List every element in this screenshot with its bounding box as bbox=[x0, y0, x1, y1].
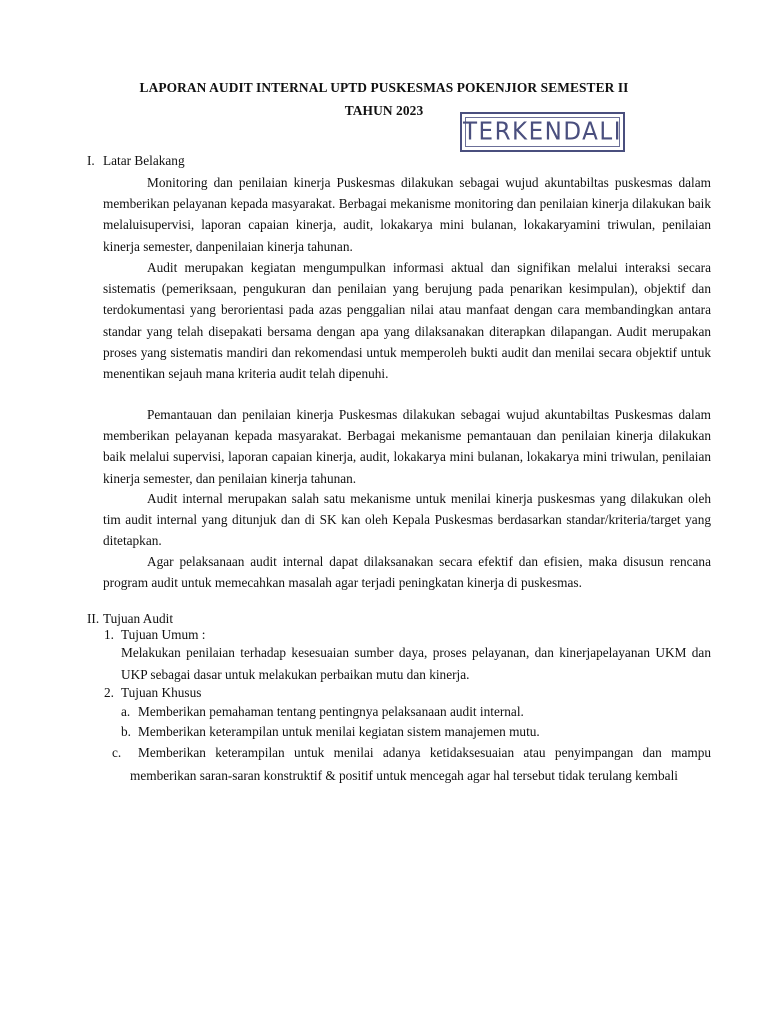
item-number: 1. bbox=[104, 627, 114, 642]
subitem-label: c. bbox=[112, 745, 122, 760]
tujuan-khusus-item-c bbox=[112, 741, 711, 787]
section-heading-latar-belakang bbox=[87, 153, 185, 169]
item-title: Tujuan Umum : bbox=[121, 627, 206, 642]
subitem-text: Memberikan pemahaman tentang pentingnya pelaksanaan audit internal. bbox=[138, 704, 524, 719]
item-title: Tujuan Khusus bbox=[121, 685, 202, 700]
subitem-label: b. bbox=[121, 724, 131, 739]
tujuan-khusus-item-b bbox=[121, 720, 711, 743]
section-number: I. bbox=[87, 153, 95, 168]
subitem-label: a. bbox=[121, 704, 131, 719]
paragraph-monitoring: Monitoring dan penilaian kinerja Puskesmas dilakukan sebagai wujud akuntabiltas puskesmas dalam memberikan pelayanan kepada masyarakat. Berbagai mekanisme monitoring dan penilaian kinerja dilakukan baik melaluisupervisi, laporan capaian kinerja, audit, lokakarya mini bulanan, lokakaryamini triwulan, penilaian kinerja semester, danpenilaian kinerja tahunan. bbox=[103, 175, 711, 254]
paragraph-audit-definition: Audit merupakan kegiatan mengumpulkan informasi aktual dan signifikan melalui interaksi secara sistematis (pemeriksaan, pengukuran dan penilaian yang berujung pada penarikan kesimpulan), objektif dan terdokumentasi yang berorientasi pada azas penggalian nilai atau manfaat dengan cara membandingkan antara standar yang telah disepakati bersama dengan apa yang dilaksanakan diterapkan dilapangan. Audit merupakan proses yang sistematis mandiri dan rekomendasi untuk memperoleh bukti audit dan menilai secara objektif untuk menentikan sejauh mana kriteria audit telah dipenuhi. bbox=[103, 260, 711, 382]
terkendali-stamp bbox=[460, 112, 625, 152]
section-number: II. bbox=[87, 611, 100, 626]
section-title: Tujuan Audit bbox=[103, 611, 174, 626]
document-title: LAPORAN AUDIT INTERNAL UPTD PUSKESMAS POKENJIOR SEMESTER II bbox=[139, 80, 629, 95]
tujuan-umum-text: Melakukan penilaian terhadap kesesuaian sumber daya, proses pelayanan, dan kinerjapelayanan UKM dan UKP sebagai dasar untuk melakukan perbaikan mutu dan kinerja. bbox=[121, 645, 711, 682]
paragraph-audit-internal: Audit internal merupakan salah satu mekanisme untuk menilai kinerja puskesmas yang dilakukan oleh tim audit internal yang ditunjuk dan di SK kan oleh Kepala Puskesmas berdasarkan standar/kriteria/target yang ditetapkan. bbox=[103, 491, 711, 549]
section-heading-tujuan-audit bbox=[87, 611, 173, 627]
document-title-year: TAHUN 2023 bbox=[344, 103, 424, 118]
paragraph-agar-pelaksanaan: Agar pelaksanaan audit internal dapat dilaksanakan secara efektif dan efisien, maka disusun rencana program audit untuk memecahkan masalah agar terjadi peningkatan kinerja di puskesmas. bbox=[103, 554, 711, 591]
item-number: 2. bbox=[104, 685, 114, 700]
tujuan-khusus-heading bbox=[104, 685, 201, 701]
subitem-text: Memberikan keterampilan untuk menilai kegiatan sistem manajemen mutu. bbox=[138, 724, 540, 739]
tujuan-umum-heading bbox=[104, 627, 205, 643]
subitem-text: Memberikan keterampilan untuk menilai adanya ketidaksesuaian atau penyimpangan dan mampu memberikan saran-saran konstruktif & positif untuk mencegah agar hal tersebut tidak terulang kembali bbox=[130, 745, 711, 783]
paragraph-pemantauan: Pemantauan dan penilaian kinerja Puskesmas dilakukan sebagai wujud akuntabiltas Puskesmas dalam memberikan pelayanan kepada masyarakat. Berbagai mekanisme pemantauan dan penilaian kinerja dilakukan baik melalui supervisi, laporan capaian kinerja, audit, lokakarya mini bulanan, lokakarya mini triwulan, penilaian kinerja semester, dan penilaian kinerja tahunan. bbox=[103, 407, 711, 486]
stamp-label: TERKENDALI bbox=[462, 117, 623, 147]
section-title: Latar Belakang bbox=[103, 153, 185, 168]
